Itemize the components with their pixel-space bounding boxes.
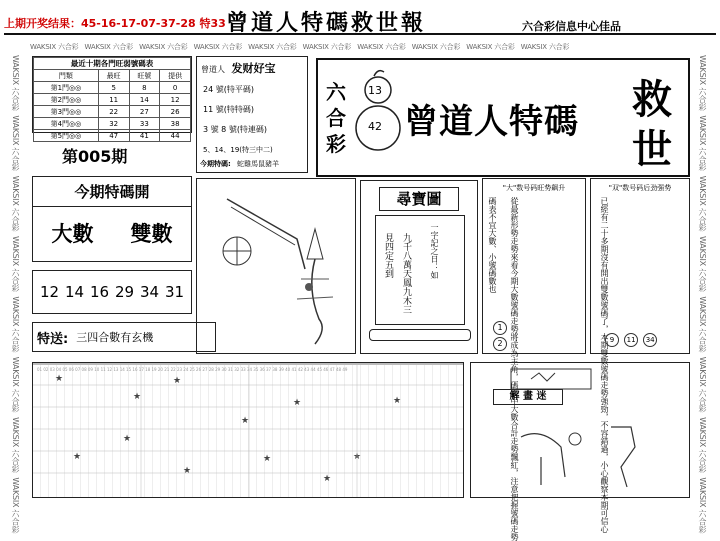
even-column-title: "双"数号码后劲强势 <box>608 184 672 192</box>
stats-cell: 12 <box>160 94 191 106</box>
fortune-line: 24 號(特平碼) <box>203 85 254 94</box>
even-circles: 9 11 34 <box>605 327 657 347</box>
banner-ball-1: 13 <box>368 84 382 97</box>
table-row <box>34 106 191 118</box>
table-row <box>34 130 191 142</box>
banner-shi: 世 <box>632 126 672 173</box>
svg-text:★: ★ <box>183 466 192 476</box>
big-column-text: 從最新形勢走勢來看今期大數號碼走勢將成為主角，碼表中大數合計走勢飄紅，注意把握號碼走勢 <box>510 197 519 541</box>
treasure-title: 尋寶圖 <box>379 187 459 211</box>
watermark-column-left: WAKSIX 六合彩 WAKSIX 六合彩 WAKSIX 六合彩 WAKSIX 六合彩 WAKSIX 六合彩 WAKSIX 六合彩 WAKSIX 六合彩 WAKSIX 六合彩 <box>11 55 20 534</box>
stats-cell: 44 <box>160 130 191 142</box>
issue-number: 第005期 <box>62 147 128 166</box>
publisher-name: 六合彩信息中心佳品 <box>522 20 621 33</box>
banner-he: 合 <box>326 106 346 130</box>
svg-text:★: ★ <box>73 452 82 462</box>
svg-text:★: ★ <box>55 374 64 384</box>
stats-cell: 26 <box>160 106 191 118</box>
special-label: 今期特碼: <box>200 160 231 168</box>
special-value: 蛇雞馬鼠豬羊 <box>237 160 280 168</box>
treasure-verse-left: 見四定五到 <box>383 233 393 278</box>
svg-text:★: ★ <box>241 416 250 426</box>
svg-text:★: ★ <box>123 434 132 444</box>
stats-cell: 47 <box>98 130 129 142</box>
big-column-title: "大"数号码旺势飙升 <box>502 184 566 192</box>
picture-area <box>196 178 356 354</box>
svg-text:★: ★ <box>293 398 302 408</box>
stats-header: 最旺 <box>98 70 129 82</box>
stats-cell: 第4門◎◎ <box>34 118 99 130</box>
special-box <box>32 176 192 262</box>
stats-cell: 第2門◎◎ <box>34 94 99 106</box>
banner-liu: 六 <box>326 80 346 104</box>
treasure-verse-right: 一字記之日：如 <box>430 223 439 279</box>
fortune-box <box>196 56 308 173</box>
svg-text:★: ★ <box>323 474 332 484</box>
stats-header: 旺號 <box>129 70 160 82</box>
svg-text:★: ★ <box>353 452 362 462</box>
number-item: 16 <box>89 283 110 301</box>
treasure-box <box>360 180 478 354</box>
stats-table-box <box>32 56 192 140</box>
stats-cell: 5 <box>98 82 129 94</box>
header-divider <box>4 33 716 35</box>
puzzle-title: 解 畫 迷 <box>493 389 563 405</box>
banner-jiu: 救 <box>632 76 672 123</box>
banner <box>316 58 690 177</box>
stats-cell: 38 <box>160 118 191 130</box>
tesong-box <box>32 322 216 352</box>
banner-main-text: 曾道人特碼 <box>404 102 579 142</box>
fortune-title: 发财好宝 <box>231 62 276 75</box>
watermark-row-top: WAKSIX 六合彩 WAKSIX 六合彩 WAKSIX 六合彩 WAKSIX 六合彩 WAKSIX 六合彩 WAKSIX 六合彩 WAKSIX 六合彩 WAKSIX 六合彩 WAKSIX 六合彩 WAKSIX 六合彩 <box>30 43 570 51</box>
svg-text:★: ★ <box>133 392 142 402</box>
last-result: 上期开奖结果：45-16-17-07-37-28 特33 <box>4 17 226 30</box>
stats-cell: 第5門◎◎ <box>34 130 99 142</box>
gourd-icon <box>350 66 406 162</box>
number-item: 34 <box>139 283 160 301</box>
svg-text:★: ★ <box>263 454 272 464</box>
stats-cell: 8 <box>129 82 160 94</box>
tesong-label: 特送: <box>37 331 69 347</box>
stats-cell: 33 <box>129 118 160 130</box>
table-row <box>34 118 191 130</box>
table-row <box>34 82 191 94</box>
banner-cai: 彩 <box>326 132 346 156</box>
stats-cell: 14 <box>129 94 160 106</box>
stats-cell: 11 <box>98 94 129 106</box>
trend-grid <box>32 362 464 498</box>
illustration-image <box>197 179 355 353</box>
special-even: 雙數 <box>130 221 173 246</box>
stats-cell: 41 <box>129 130 160 142</box>
number-item: 14 <box>64 283 85 301</box>
fortune-line: 3 號 8 號(特連碼) <box>203 125 268 134</box>
stats-table-title: 最近十期各門旺弱號碼表 <box>34 58 191 70</box>
stats-header: 門類 <box>34 70 99 82</box>
stats-cell: 27 <box>129 106 160 118</box>
number-item: 12 <box>39 283 60 301</box>
svg-text:01 02 03 04 05 06 07 08 09 10: 01 02 03 04 05 06 07 08 09 10 11 12 13 14 15 16 17 18 19 20 21 22 23 24 25 26 27 28 29 30 31 32 33 34 35 36 37 38 39 40 41 42 43 44 45 46 47 48 49 <box>37 367 348 372</box>
fortune-line: 11 號(特特碼) <box>203 105 254 114</box>
circle-2: 2 <box>493 331 507 351</box>
big-column-text-left: 碼表不宜大數、小號碼數也 <box>488 197 497 293</box>
circle-1: 1 <box>493 315 507 335</box>
svg-text:★: ★ <box>393 396 402 406</box>
page-title: 曾道人特碼救世報 <box>226 10 427 36</box>
numbers-box <box>32 270 192 314</box>
tesong-text: 三四合數有玄機 <box>76 331 154 344</box>
trend-grid-marks <box>33 363 463 497</box>
puzzle-image <box>481 367 681 495</box>
svg-text:★: ★ <box>173 376 182 386</box>
watermark-column-right: WAKSIX 六合彩 WAKSIX 六合彩 WAKSIX 六合彩 WAKSIX 六合彩 WAKSIX 六合彩 WAKSIX 六合彩 WAKSIX 六合彩 WAKSIX 六合彩 <box>698 55 707 534</box>
number-item: 31 <box>164 283 185 301</box>
special-box-title: 今期特碼開 <box>74 183 150 201</box>
stats-cell: 第3門◎◎ <box>34 106 99 118</box>
table-row <box>34 94 191 106</box>
even-column-text: 已經有二十多期沒有開出雙數號碼了，本期雙數號碼走勢強勁，不容錯過，小心觀察本期可信心 <box>600 197 609 533</box>
fortune-person: 曾道人 <box>201 65 225 74</box>
even-column <box>590 178 690 533</box>
puzzle-box <box>470 362 690 498</box>
special-big: 大數 <box>51 221 94 246</box>
stats-header: 提供 <box>160 70 191 82</box>
treasure-verse-mid: 九千八萬天鳳九木三 <box>401 233 411 314</box>
stats-cell: 22 <box>98 106 129 118</box>
number-item: 29 <box>114 283 135 301</box>
banner-ball-2: 42 <box>368 120 382 133</box>
stats-cell: 32 <box>98 118 129 130</box>
stats-cell: 0 <box>160 82 191 94</box>
fortune-line: 5、14、19(特三中二) <box>203 146 273 154</box>
stats-cell: 第1門◎◎ <box>34 82 99 94</box>
